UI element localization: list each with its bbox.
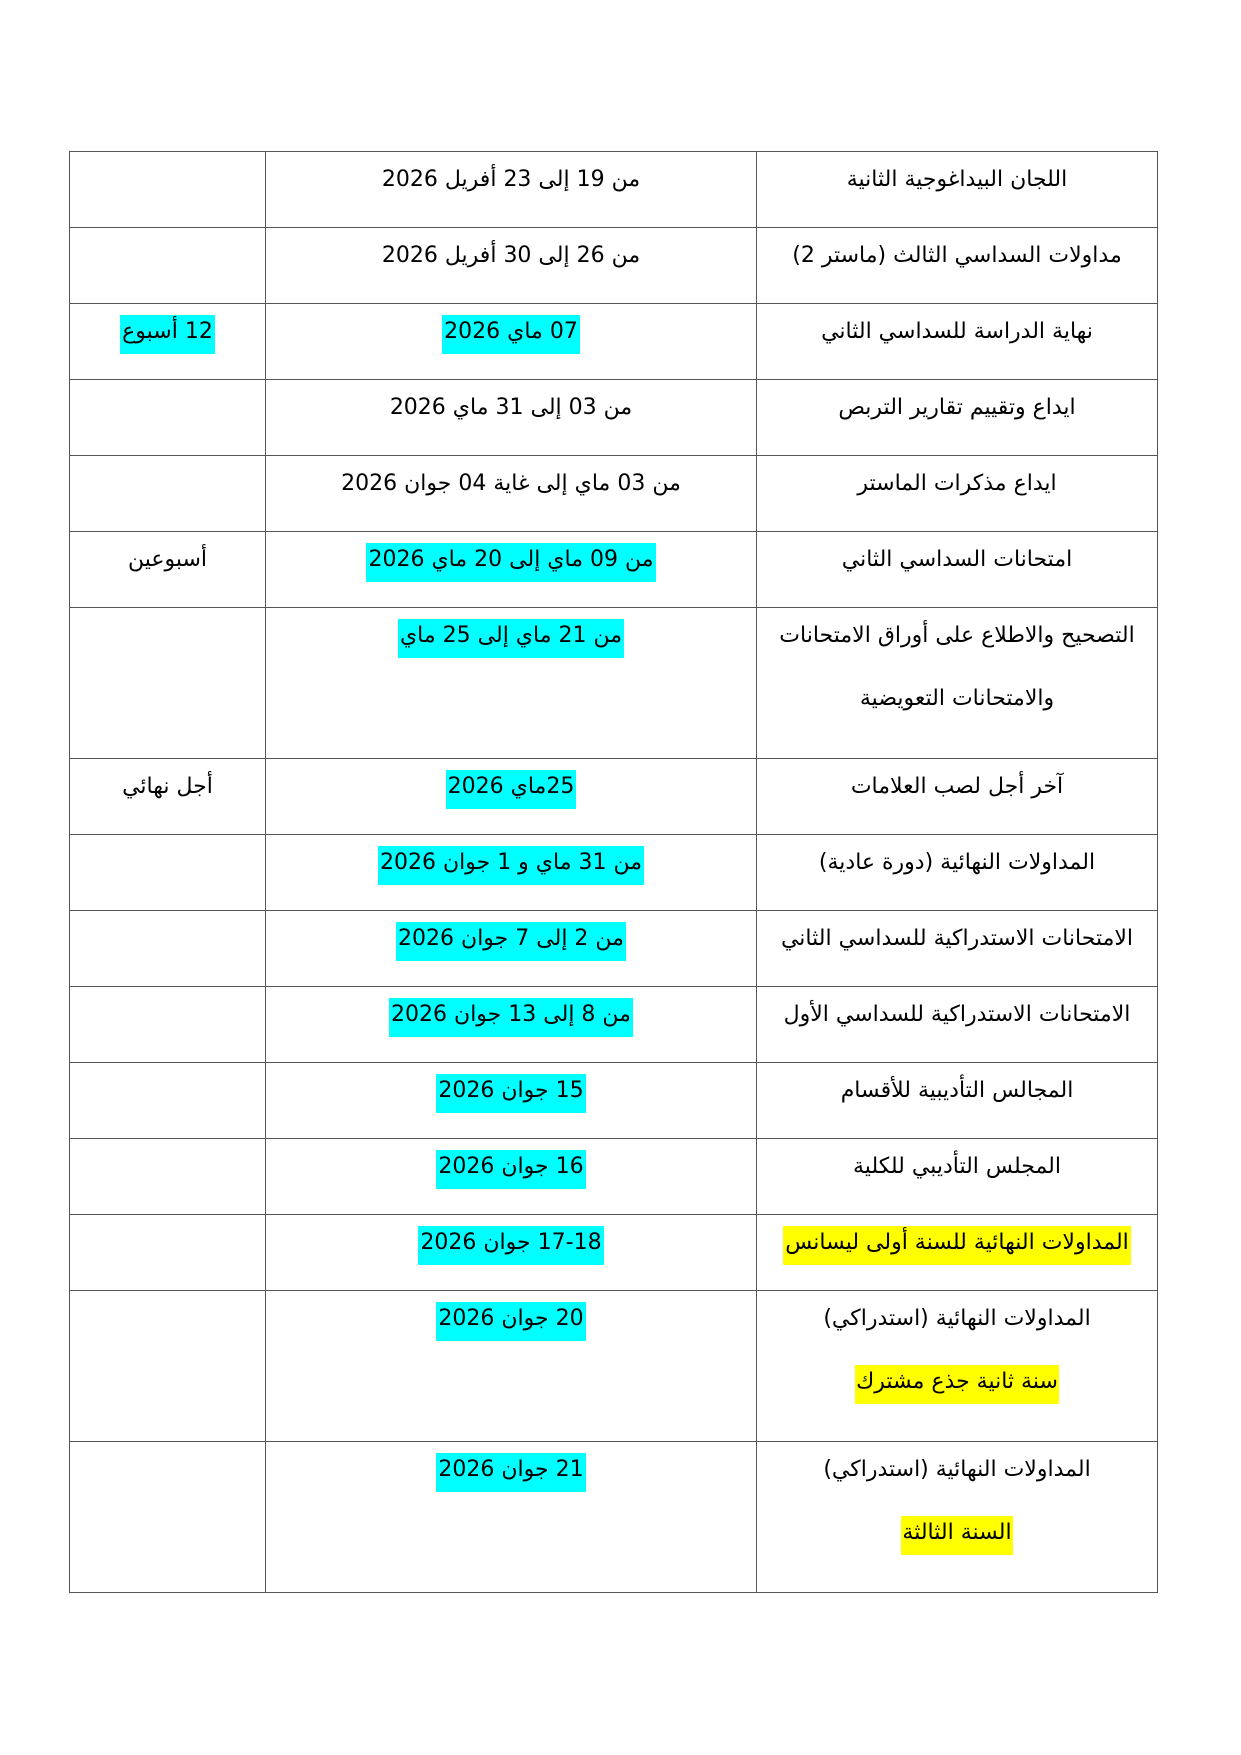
note-cell: [70, 835, 266, 911]
event-label-line2: والامتحانات التعويضية: [859, 686, 1055, 711]
schedule-body: [70, 152, 1158, 1593]
note-cell: [70, 152, 266, 228]
event-label: التصحيح والاطلاع على أوراق الامتحانات: [779, 623, 1135, 648]
event-cell: [757, 1215, 1158, 1291]
event-cell: [757, 1291, 1158, 1442]
note-cell: [70, 911, 266, 987]
note-cell: [70, 1291, 266, 1442]
table-row: [70, 456, 1158, 532]
date-cell: [266, 456, 757, 532]
event-label: نهاية الدراسة للسداسي الثاني: [821, 319, 1093, 344]
date-label: من 31 ماي و 1 جوان 2026: [378, 846, 644, 885]
note-cell: [70, 456, 266, 532]
date-label: من 03 ماي إلى غاية 04 جوان 2026: [341, 471, 681, 496]
table-row: [70, 1291, 1158, 1442]
event-cell: [757, 456, 1158, 532]
date-label: من 2 إلى 7 جوان 2026: [396, 922, 626, 961]
date-label: 20 جوان 2026: [436, 1302, 585, 1341]
date-cell: [266, 835, 757, 911]
table-row: [70, 1442, 1158, 1593]
event-cell: [757, 1442, 1158, 1593]
note-label: 12 أسبوع: [120, 315, 215, 354]
date-label: 17-18 جوان 2026: [418, 1226, 603, 1265]
table-row: [70, 304, 1158, 380]
event-cell: [757, 304, 1158, 380]
date-label: 25ماي 2026: [446, 770, 577, 809]
date-cell: [266, 1215, 757, 1291]
note-cell: [70, 304, 266, 380]
event-label: مداولات السداسي الثالث (ماستر 2): [792, 243, 1122, 268]
schedule-table: [69, 151, 1158, 1593]
event-label: المداولات النهائية للسنة أولى ليسانس: [783, 1226, 1131, 1265]
date-cell: [266, 987, 757, 1063]
date-cell: [266, 380, 757, 456]
date-cell: [266, 759, 757, 835]
date-cell: [266, 152, 757, 228]
note-cell: [70, 1215, 266, 1291]
note-label: أسبوعين: [127, 547, 208, 572]
note-cell: [70, 1063, 266, 1139]
event-label: آخر أجل لصب العلامات: [850, 774, 1064, 799]
event-label: امتحانات السداسي الثاني: [841, 547, 1073, 572]
table-row: [70, 759, 1158, 835]
note-cell: [70, 987, 266, 1063]
date-label: من 26 إلى 30 أفريل 2026: [381, 243, 641, 268]
table-row: [70, 987, 1158, 1063]
date-cell: [266, 608, 757, 759]
event-cell: [757, 759, 1158, 835]
date-label: 07 ماي 2026: [442, 315, 580, 354]
note-cell: [70, 380, 266, 456]
note-cell: [70, 532, 266, 608]
event-cell: [757, 835, 1158, 911]
event-cell: [757, 608, 1158, 759]
note-cell: [70, 759, 266, 835]
note-cell: [70, 1139, 266, 1215]
event-cell: [757, 532, 1158, 608]
event-label: الامتحانات الاستدراكية للسداسي الأول: [783, 1002, 1131, 1027]
date-cell: [266, 911, 757, 987]
table-row: [70, 1063, 1158, 1139]
date-cell: [266, 1442, 757, 1593]
event-cell: [757, 1063, 1158, 1139]
date-label: من 09 ماي إلى 20 ماي 2026: [366, 543, 655, 582]
event-label-line2: السنة الثالثة: [901, 1516, 1012, 1555]
note-cell: [70, 228, 266, 304]
event-cell: [757, 152, 1158, 228]
event-label: المجلس التأديبي للكلية: [853, 1154, 1061, 1179]
date-label: من 21 ماي إلى 25 ماي: [398, 619, 624, 658]
event-label: المداولات النهائية (دورة عادية): [818, 850, 1096, 875]
date-cell: [266, 228, 757, 304]
table-row: [70, 835, 1158, 911]
event-label: اللجان البيداغوجية الثانية: [846, 167, 1068, 192]
event-label: ايداع مذكرات الماستر: [857, 471, 1057, 496]
note-cell: [70, 1442, 266, 1593]
date-cell: [266, 304, 757, 380]
date-label: 16 جوان 2026: [436, 1150, 585, 1189]
date-cell: [266, 1139, 757, 1215]
event-cell: [757, 228, 1158, 304]
event-cell: [757, 987, 1158, 1063]
table-row: [70, 532, 1158, 608]
note-cell: [70, 608, 266, 759]
event-cell: [757, 1139, 1158, 1215]
event-label: المجالس التأديبية للأقسام: [840, 1078, 1074, 1103]
event-cell: [757, 380, 1158, 456]
event-label: الامتحانات الاستدراكية للسداسي الثاني: [780, 926, 1134, 951]
table-row: [70, 152, 1158, 228]
table-row: [70, 608, 1158, 759]
table-row: [70, 228, 1158, 304]
date-cell: [266, 1063, 757, 1139]
event-label: المداولات النهائية (استدراكي): [823, 1457, 1091, 1482]
date-cell: [266, 532, 757, 608]
date-label: 21 جوان 2026: [436, 1453, 585, 1492]
event-label: ايداع وتقييم تقارير التربص: [838, 395, 1076, 420]
event-label-line2: سنة ثانية جذع مشترك: [855, 1365, 1059, 1404]
table-row: [70, 380, 1158, 456]
table-row: [70, 1139, 1158, 1215]
table-row: [70, 1215, 1158, 1291]
event-cell: [757, 911, 1158, 987]
note-label: أجل نهائي: [122, 774, 213, 799]
date-label: 15 جوان 2026: [436, 1074, 585, 1113]
date-cell: [266, 1291, 757, 1442]
event-label: المداولات النهائية (استدراكي): [823, 1306, 1091, 1331]
date-label: من 8 إلى 13 جوان 2026: [389, 998, 633, 1037]
date-label: من 03 إلى 31 ماي 2026: [389, 395, 633, 420]
table-row: [70, 911, 1158, 987]
date-label: من 19 إلى 23 أفريل 2026: [381, 167, 641, 192]
